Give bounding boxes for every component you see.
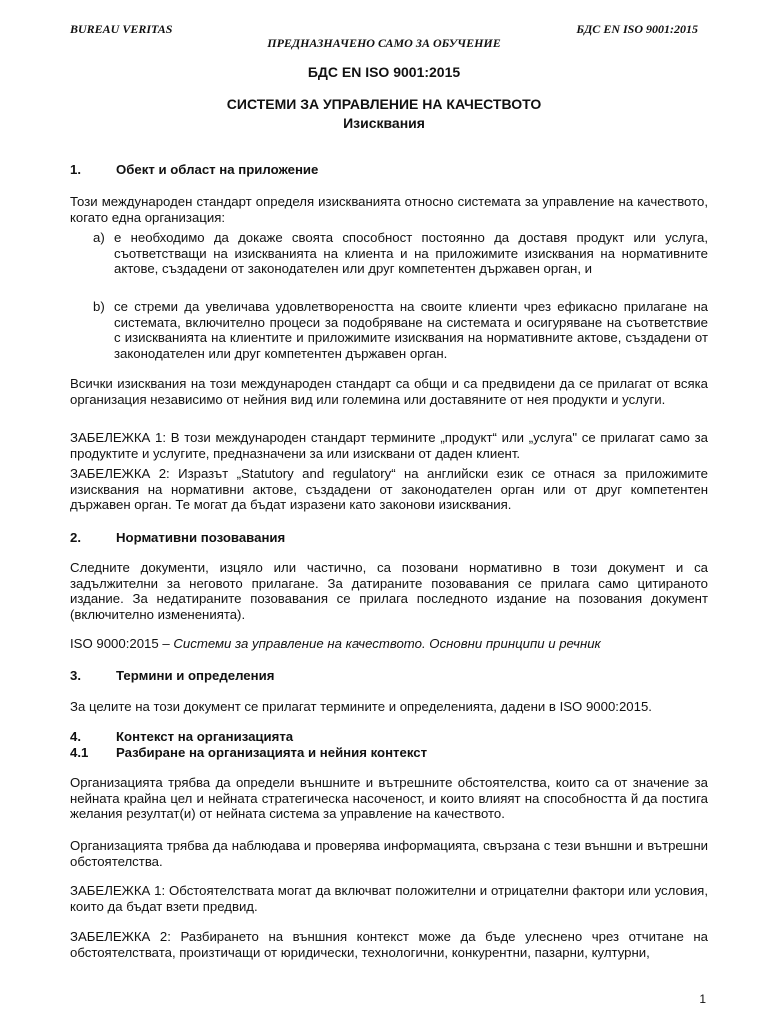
section-1-general: Всички изисквания на този международен стандарт са общи и са предвидени да се прилагат от всяка организация независимо от нейния вид или големина или доставяните от нея продукти и услуги. xyxy=(70,376,708,407)
subsection-number: 4.1 xyxy=(70,745,89,760)
section-number: 1. xyxy=(70,162,81,177)
normative-reference xyxy=(70,636,708,652)
section-1-intro: Този международен стандарт определя изискванията относно системата за управление на качеството, когато една организация: xyxy=(70,194,708,225)
list-item-text: се стреми да увеличава удовлетвореността на своите клиенти чрез ефикасно прилагане на системата, включително процеси за подобряване на системата и осигуряване на съответствие с изискванията на клиентите и приложимите изисквания на нормативните актове, създадени от законодателен или друг компетентен държавен орган. xyxy=(114,299,708,361)
section-4-1-para-1: Организацията трябва да определи външните и вътрешните обстоятелства, които са от значение за нейната крайна цел и нейната стратегическа насоченост, и които влияят на способността й да постига желания резултат(и) от нейната система за управление на качеството. xyxy=(70,775,708,822)
section-1-note-1: ЗАБЕЛЕЖКА 1: В този международен стандарт термините „продукт“ или „услуга" се прилагат само за продуктите и услугите, предназначени за или изисквани от даден клиент. xyxy=(70,430,708,461)
section-4-1-note-1: ЗАБЕЛЕЖКА 1: Обстоятелствата могат да включват положителни и отрицателни фактори или условия, които да бъдат взети предвид. xyxy=(70,883,708,914)
section-4-heading xyxy=(70,729,293,745)
section-3-heading xyxy=(70,668,274,684)
list-item xyxy=(93,299,708,361)
reference-code: ISO 9000:2015 – xyxy=(70,636,170,651)
section-number: 4. xyxy=(70,729,81,744)
section-2-heading xyxy=(70,530,285,546)
section-title: Контекст на организацията xyxy=(116,729,294,744)
subsection-title: Разбиране на организацията и нейния контекст xyxy=(116,745,428,760)
section-number: 3. xyxy=(70,668,81,683)
section-4-1-note-2: ЗАБЕЛЕЖКА 2: Разбирането на външния контекст може да бъде улеснено чрез отчитане на обстоятелствата, произтичащи от юридически, технологични, конкурентни, пазарни, културни, xyxy=(70,929,708,960)
section-title: Термини и определения xyxy=(116,668,275,683)
list-item-text: е необходимо да докаже своята способност постоянно да доставя продукт или услуга, съответстващи на изискванията на клиента и на приложимите изисквания на нормативните актове, създадени от законодателен или друг компетентен държавен орган, и xyxy=(114,230,708,277)
reference-title: Системи за управление на качеството. Основни принципи и речник xyxy=(173,636,601,651)
section-3-text: За целите на този документ се прилагат термините и определенията, дадени в ISO 9000:2015. xyxy=(70,699,652,714)
section-4-1-heading xyxy=(70,745,427,761)
header-training-notice: ПРЕДНАЗНАЧЕНО САМО ЗА ОБУЧЕНИЕ xyxy=(267,36,501,50)
section-4-1-para-2: Организацията трябва да наблюдава и проверява информацията, свързана с тези външни и вътрешни обстоятелства. xyxy=(70,838,708,869)
section-1-heading xyxy=(70,162,318,178)
list-marker: a) xyxy=(93,230,105,245)
list-marker: b) xyxy=(93,299,105,314)
section-title: Обект и област на приложение xyxy=(116,162,319,177)
list-item xyxy=(93,230,708,277)
section-number: 2. xyxy=(70,530,81,545)
standard-number: БДС EN ISO 9001:2015 xyxy=(307,64,461,80)
document-subtitle: Изисквания xyxy=(343,115,425,131)
document-title: СИСТЕМИ ЗА УПРАВЛЕНИЕ НА КАЧЕСТВОТО xyxy=(226,96,542,112)
section-2-text: Следните документи, изцяло или частично, са позовани нормативно в този документ и са задължителни за неговото прилагане. За датираните позовавания се прилага само цитираното издание. За недатираните позовавания се прилага последното издание на позования документ (включително измененията). xyxy=(70,560,708,622)
section-1-note-2: ЗАБЕЛЕЖКА 2: Изразът „Statutory and regulatory“ на английски език се отнася за приложимите изисквания на нормативни актове, създадени от законодателен орган или от друг компетентен държавен орган. Те могат да бъдат изразени като законови изисквания. xyxy=(70,466,708,513)
header-company: BUREAU VERITAS xyxy=(70,22,173,36)
section-title: Нормативни позовавания xyxy=(116,530,286,545)
header-standard: БДС EN ISO 9001:2015 xyxy=(576,22,698,36)
page-number: 1 xyxy=(699,992,706,1006)
